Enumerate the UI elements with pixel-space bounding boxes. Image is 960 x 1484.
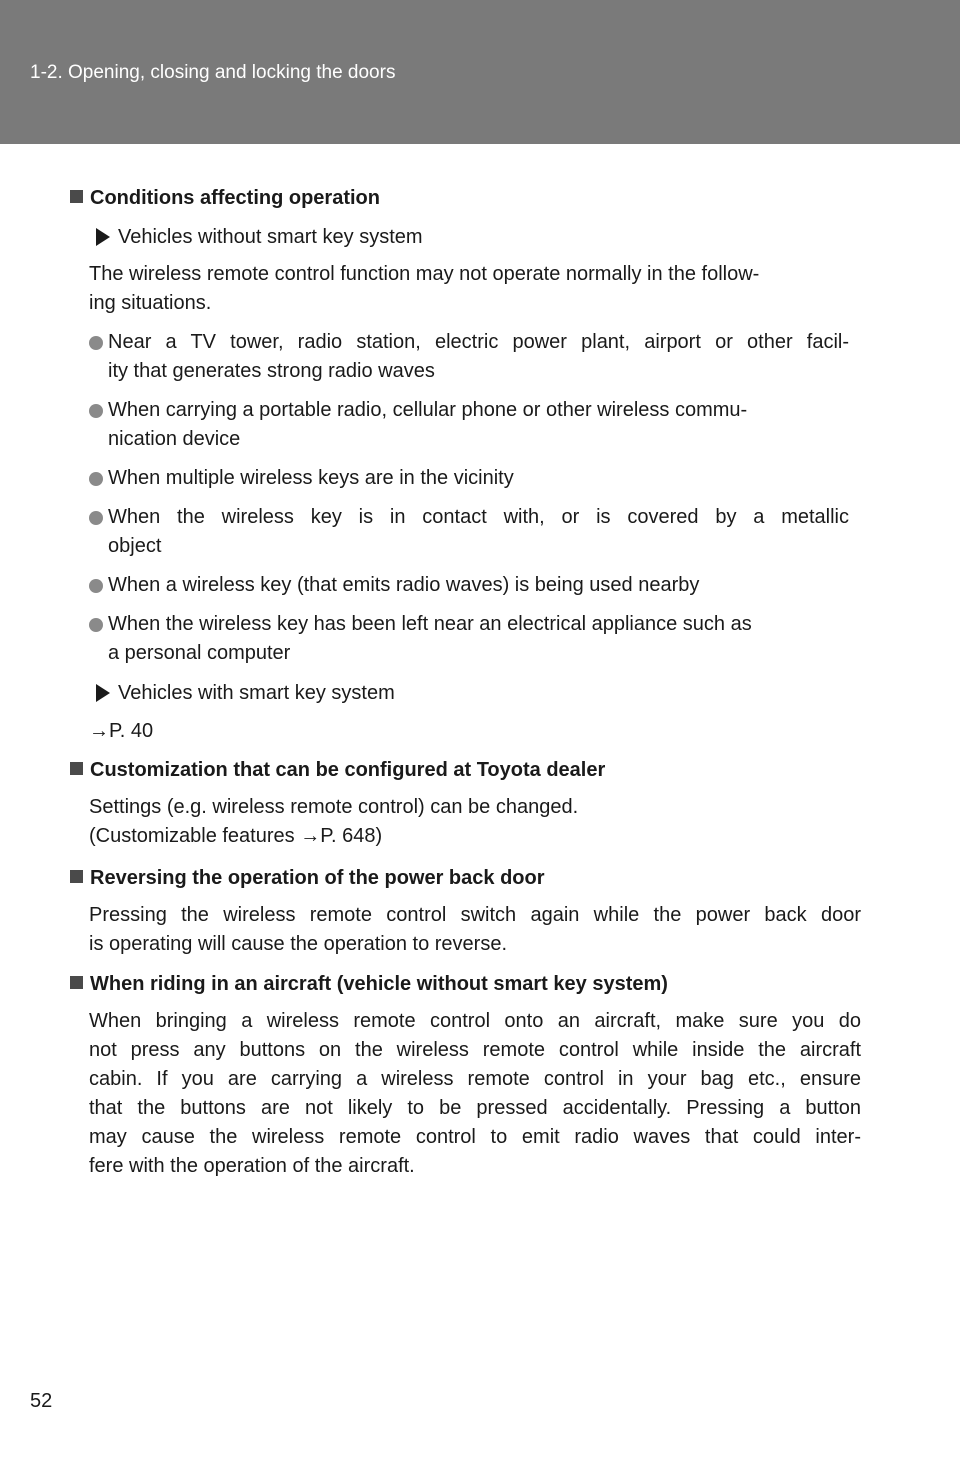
square-bullet-icon [70,870,83,883]
page-header [0,0,960,144]
list-item: When the wireless key has been left near an electrical appliance such as a personal computer [89,610,849,668]
conditions-intro: The wireless remote control function may not operate normally in the follow- ing situations. [89,263,760,314]
triangle-marker-icon [96,684,110,702]
circle-bullet-icon [89,336,103,350]
customization-text: Settings (e.g. wireless remote control) can be changed. (Customizable features →P. 648) [89,796,579,847]
circle-bullet-icon [89,618,103,632]
aircraft-text: When bringing a wireless remote control onto an aircraft, make sure you do not press any buttons on the wireless remote control while inside the aircraft cabin. If you are carrying a wireless remote control in your bag etc., ensure that the buttons are not likely to be pressed accidentally. Pressing a button may cause the wireless remote control to emit radio waves that could inter- fere with the operation of the aircraft. [89,1010,861,1177]
list-item: When multiple wireless keys are in the vicinity [89,464,849,493]
sub-heading-without-smart-key: Vehicles without smart key system [96,225,423,249]
page-reference: →P. 40 [89,720,154,742]
square-bullet-icon [70,190,83,203]
triangle-marker-icon [96,228,110,246]
section-title-aircraft: When riding in an aircraft (vehicle without smart key system) [70,972,668,996]
section-title-conditions: Conditions affecting operation [70,186,380,210]
circle-bullet-icon [89,404,103,418]
square-bullet-icon [70,976,83,989]
reversing-text: Pressing the wireless remote control switch again while the power back door is operating will cause the operation to reverse. [89,904,861,955]
section-title-reversing: Reversing the operation of the power back door [70,866,545,890]
section-title-customization: Customization that can be configured at Toyota dealer [70,758,605,782]
page-number: 52 [30,1390,53,1412]
list-item: When a wireless key (that emits radio waves) is being used nearby [89,571,849,600]
square-bullet-icon [70,762,83,775]
list-item: Near a TV tower, radio station, electric power plant, airport or other facil- ity that generates strong radio waves [89,328,849,386]
list-item: When the wireless key is in contact with, or is covered by a metallic object [89,503,849,561]
list-item: When carrying a portable radio, cellular phone or other wireless commu- nication device [89,396,849,454]
circle-bullet-icon [89,472,103,486]
sub-heading-with-smart-key: Vehicles with smart key system [96,681,395,705]
circle-bullet-icon [89,511,103,525]
circle-bullet-icon [89,579,103,593]
chapter-title: 1-2. Opening, closing and locking the doors [30,62,396,83]
